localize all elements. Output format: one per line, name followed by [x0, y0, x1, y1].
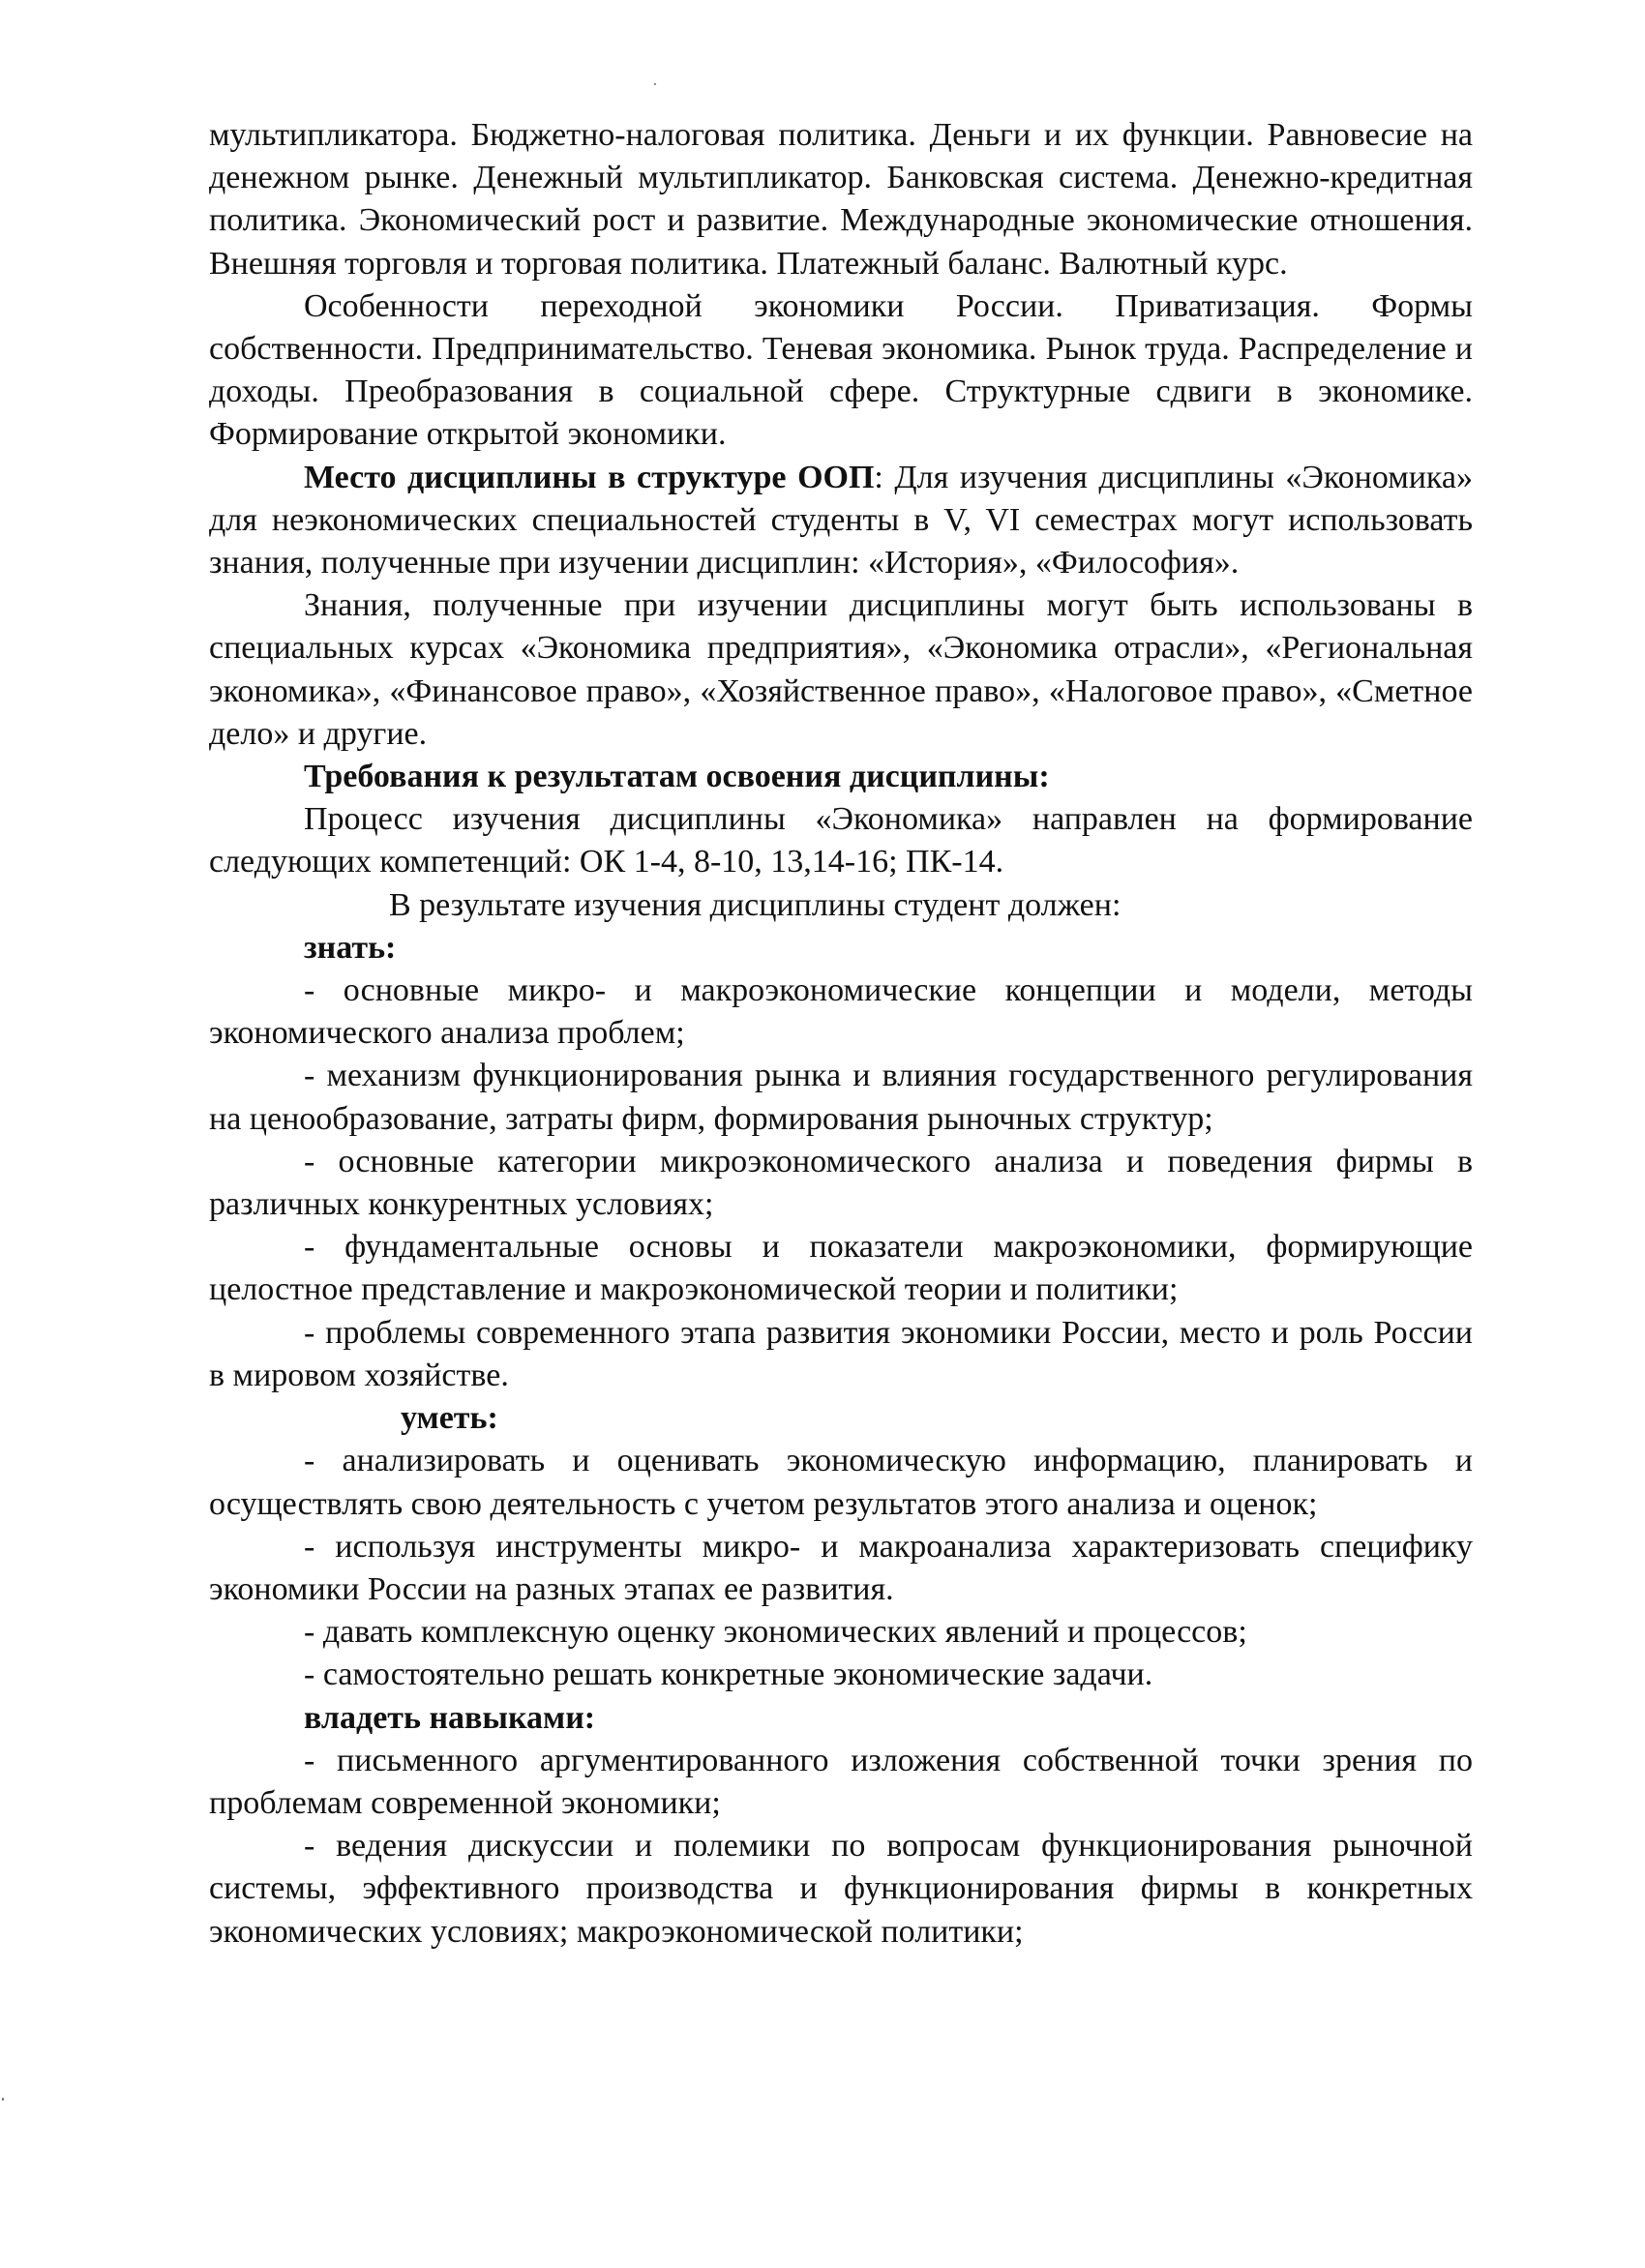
- document-body: [209, 114, 1473, 1954]
- section-heading: Требования к результатам освоения дисциплины:: [304, 759, 1050, 795]
- paragraph: Процесс изучения дисциплины «Экономика» направлен на формирование следующих компетенций: ОК 1-4, 8-10, 13,14-16; ПК-14.: [209, 801, 1473, 880]
- know-heading: знать:: [304, 929, 397, 966]
- list-item: - ведения дискуссии и полемики по вопросам функционирования рыночной системы, эффективного производства и функционирования фирмы в конкретных экономических условиях; макроэкономической политики;: [209, 1828, 1473, 1950]
- list-item: - фундаментальные основы и показатели макроэкономики, формирующие целостное представление и макроэкономической теории и политики;: [209, 1229, 1473, 1308]
- can-heading: уметь:: [401, 1400, 498, 1437]
- paragraph-text: : Для изучения дисциплины «Экономика» для неэкономических специальностей студенты в V, VI семестрах могут использовать знания, полученные при изучении дисциплин: «История», «Философия».: [209, 459, 1473, 582]
- discipline-place-paragraph: [209, 457, 1473, 585]
- list-item: - самостоятельно решать конкретные экономические задачи.: [304, 1656, 1153, 1693]
- list-item: - механизм функционирования рынка и влияния государственного регулирования на ценообразование, затраты фирм, формирования рыночных структур;: [209, 1058, 1473, 1137]
- list-item: - основные категории микроэкономического анализа и поведения фирмы в различных конкурентных условиях;: [209, 1143, 1473, 1223]
- paragraph: Знания, полученные при изучении дисциплины могут быть использованы в специальных курсах «Экономика предприятия», «Экономика отрасли», «Региональная экономика», «Финансовое право», «Хозяйственное право», «Налоговое право», «Сметное дело» и другие.: [209, 587, 1473, 752]
- list-item: - анализировать и оценивать экономическую информацию, планировать и осуществлять свою деятельность с учетом результатов этого анализа и оценок;: [209, 1443, 1473, 1522]
- paragraph: Особенности переходной экономики России. Приватизация. Формы собственности. Предпринимательство. Теневая экономика. Рынок труда. Распределение и доходы. Преобразования в социальной сфере. Структурные сдвиги в экономике. Формирование открытой экономики.: [209, 287, 1473, 453]
- scan-speck: [2, 2098, 4, 2101]
- list-item: - письменного аргументированного изложения собственной точки зрения по проблемам современной экономики;: [209, 1742, 1473, 1821]
- list-item: - используя инструменты микро- и макроанализа характеризовать специфику экономики России на разных этапах ее развития.: [209, 1528, 1473, 1607]
- paragraph: В результате изучения дисциплины студент должен:: [389, 886, 1122, 923]
- scan-speck: [654, 83, 656, 85]
- skills-heading: владеть навыками:: [304, 1699, 596, 1736]
- section-heading: Место дисциплины в структуре ООП: [304, 459, 875, 495]
- paragraph: мультипликатора. Бюджетно-налоговая политика. Деньги и их функции. Равновесие на денежном рынке. Денежный мультипликатор. Банковская система. Денежно-кредитная политика. Экономический рост и развитие. Международные экономические отношения. Внешняя торговля и торговая политика. Платежный баланс. Валютный курс.: [209, 117, 1473, 282]
- list-item: - проблемы современного этапа развития экономики России, место и роль России в мировом хозяйстве.: [209, 1314, 1473, 1393]
- list-item: - основные микро- и макроэкономические концепции и модели, методы экономического анализа проблем;: [209, 972, 1473, 1052]
- list-item: - давать комплексную оценку экономических явлений и процессов;: [304, 1614, 1247, 1651]
